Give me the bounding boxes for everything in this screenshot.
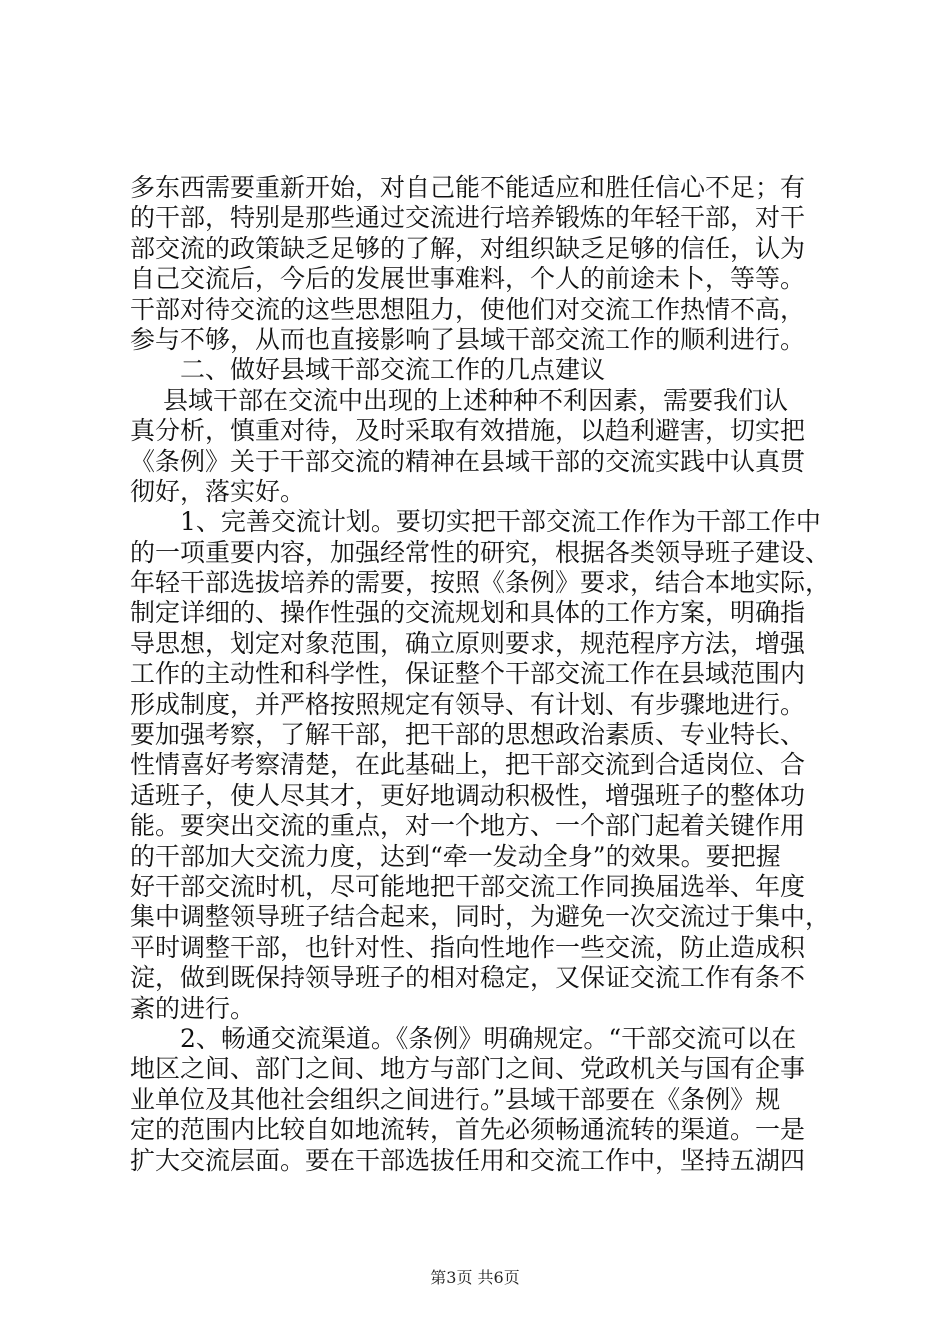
text-line: 好干部交流时机，尽可能地把干部交流工作同换届选举、年度 [130, 871, 806, 901]
text-line: 的一项重要内容，加强经常性的研究，根据各类领导班子建设、 [130, 537, 831, 567]
text-line: 制定详细的、操作性强的交流规划和具体的工作方案，明确指 [130, 598, 806, 628]
text-line: 工作的主动性和科学性，保证整个干部交流工作在县域范围内 [130, 659, 806, 689]
text-line: 扩大交流层面。要在干部选拔任用和交流工作中，坚持五湖四 [130, 1145, 806, 1175]
text-line: 县域干部在交流中出现的上述种种不利因素，需要我们认 [130, 385, 788, 415]
text-line: 淀，做到既保持领导班子的相对稳定，又保证交流工作有条不 [130, 963, 806, 993]
text-line: 多东西需要重新开始，对自己能不能适应和胜任信心不足；有 [130, 173, 806, 202]
text-line: 适班子，使人尽其才，更好地调动积极性，增强班子的整体功 [130, 780, 806, 810]
text-line: 导思想，划定对象范围，确立原则要求，规范程序方法，增强 [130, 628, 806, 658]
text-line: 2、畅通交流渠道。《条例》明确规定。“干部交流可以在 [130, 1023, 797, 1053]
text-line: 干部对待交流的这些思想阻力，使他们对交流工作热情不高， [130, 294, 806, 324]
text-line: 能。要突出交流的重点，对一个地方、一个部门起着关键作用 [130, 811, 806, 841]
page-number: 第3页 共6页 [430, 1268, 520, 1287]
text-line: 紊的进行。 [130, 993, 256, 1023]
text-line: 年轻干部选拔培养的需要，按照《条例》要求，结合本地实际， [130, 568, 831, 598]
text-line: 地区之间、部门之间、地方与部门之间、党政机关与国有企事 [130, 1054, 806, 1084]
text-line: 的干部，特别是那些通过交流进行培养锻炼的年轻干部，对干 [130, 203, 806, 233]
section-heading: 二、做好县域干部交流工作的几点建议 [130, 355, 606, 385]
text-line: 要加强考察，了解干部，把干部的思想政治素质、专业特长、 [130, 720, 806, 750]
text-line: 彻好，落实好。 [130, 476, 306, 506]
document-body [130, 173, 830, 1176]
text-line: 1、完善交流计划。要切实把干部交流工作作为干部工作中 [130, 507, 821, 537]
text-line: 的干部加大交流力度，达到“牵一发动全身”的效果。要把握 [130, 841, 781, 871]
text-line: 《条例》关于干部交流的精神在县域干部的交流实践中认真贯 [130, 446, 806, 476]
page-footer [0, 1268, 950, 1288]
text-line: 业单位及其他社会组织之间进行。”县域干部要在《条例》规 [130, 1084, 781, 1114]
text-line: 定的范围内比较自如地流转，首先必须畅通流转的渠道。一是 [130, 1115, 806, 1145]
text-line: 集中调整领导班子结合起来，同时，为避免一次交流过于集中， [130, 902, 831, 932]
text-line: 形成制度，并严格按照规定有领导、有计划、有步骤地进行。 [130, 689, 806, 719]
text-line: 参与不够，从而也直接影响了县域干部交流工作的顺利进行。 [130, 324, 806, 354]
text-line: 自己交流后，今后的发展世事难料，个人的前途未卜，等等。 [130, 264, 806, 294]
text-line: 部交流的政策缺乏足够的了解，对组织缺乏足够的信任，认为 [130, 233, 806, 263]
text-line: 真分析，慎重对待，及时采取有效措施，以趋利避害，切实把 [130, 416, 806, 446]
text-line: 平时调整干部，也针对性、指向性地作一些交流，防止造成积 [130, 932, 806, 962]
text-line: 性情喜好考察清楚，在此基础上，把干部交流到合适岗位、合 [130, 750, 806, 780]
